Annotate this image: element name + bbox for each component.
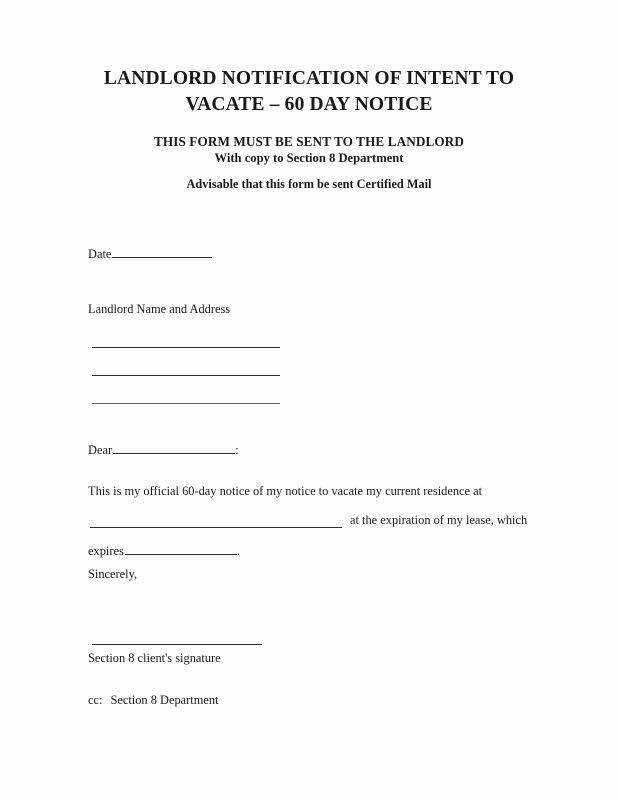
cc-row (88, 694, 219, 706)
address-line-3[interactable] (92, 403, 280, 404)
salutation-label: Dear (88, 443, 113, 457)
cc-recipient: Section 8 Department (110, 693, 219, 707)
salutation-row (88, 444, 239, 456)
signature-line[interactable] (92, 644, 262, 645)
address-line-1[interactable] (92, 347, 280, 348)
closing-line: Sincerely, (88, 567, 138, 581)
advisory-note: Advisable that this form be sent Certified Mail (186, 177, 432, 191)
body-line-2-trailing: at the expiration of my lease, which (350, 513, 528, 527)
body-line-1: This is my official 60-day notice of my notice to vacate my current residence at (88, 484, 483, 498)
document-title-line-1: LANDLORD NOTIFICATION OF INTENT TO (103, 68, 515, 89)
salutation-punctuation: : (235, 443, 239, 457)
expires-punctuation: . (236, 544, 240, 558)
expires-input-line[interactable] (125, 545, 237, 555)
salutation-input-line[interactable] (113, 444, 235, 454)
residence-address-line[interactable] (90, 527, 342, 528)
expires-row (88, 545, 240, 557)
address-line-2[interactable] (92, 375, 280, 376)
recipient-label-row (88, 303, 230, 315)
expires-label: expires (88, 544, 124, 558)
recipient-label: Landlord Name and Address (88, 302, 231, 316)
signature-caption: Section 8 client's signature (88, 651, 221, 665)
date-row (88, 248, 212, 260)
document-title-line-2: VACATE – 60 DAY NOTICE (185, 93, 433, 115)
document-subheading-block (0, 134, 618, 167)
subheading-line-1: THIS FORM MUST BE SENT TO THE LANDLORD (153, 134, 464, 149)
document-title-block (0, 66, 618, 118)
subheading-line-2: With copy to Section 8 Department (214, 150, 404, 165)
date-input-line[interactable] (112, 248, 212, 258)
cc-label: cc: (88, 693, 103, 707)
date-label: Date (88, 247, 112, 261)
